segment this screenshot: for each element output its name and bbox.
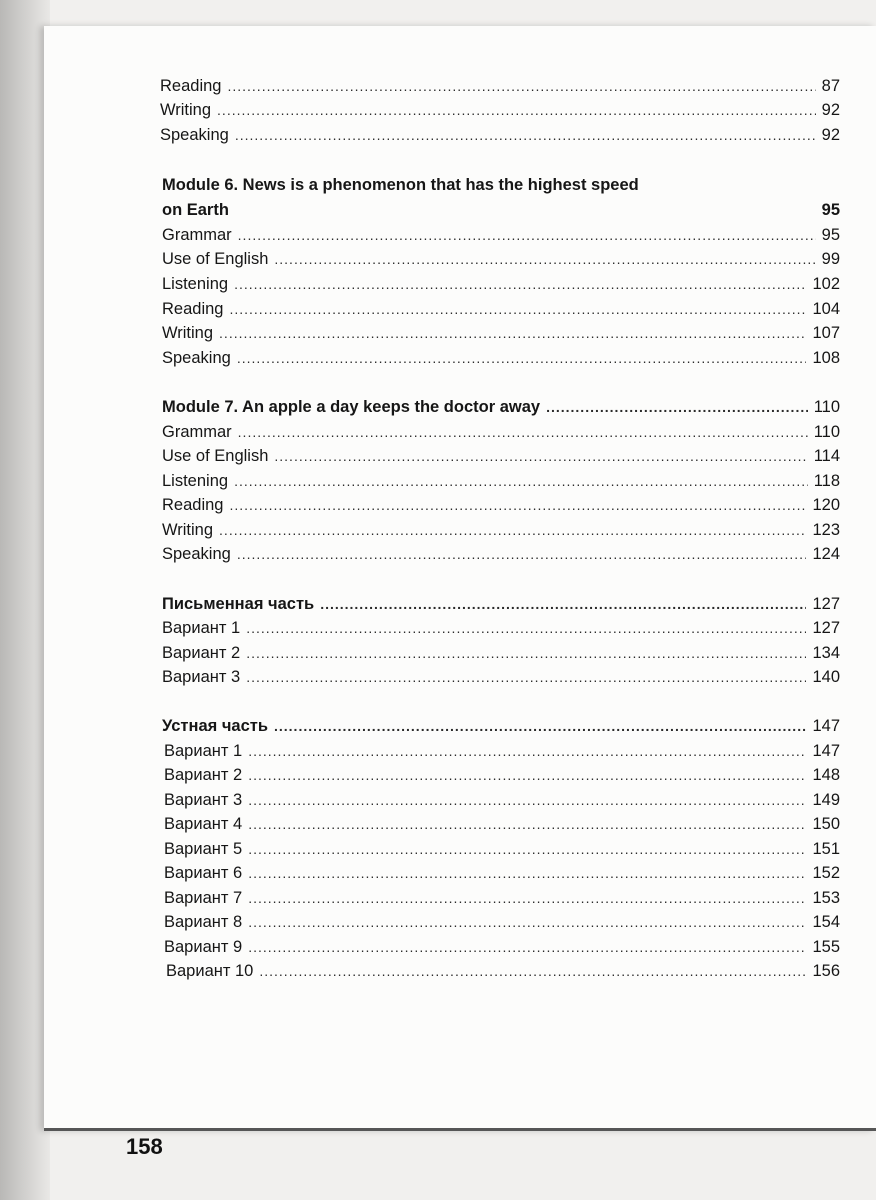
dot-leader — [229, 495, 806, 515]
toc-entry-page: 92 — [821, 126, 840, 144]
toc-entry-page: 104 — [812, 300, 840, 318]
toc-entry[interactable] — [162, 663, 840, 687]
toc-entry-page: 110 — [813, 398, 840, 416]
toc-entry[interactable] — [164, 908, 840, 932]
dot-leader — [248, 888, 806, 908]
dot-leader — [246, 667, 806, 687]
toc-entry[interactable] — [162, 344, 840, 368]
toc-entry-title: Вариант 2 — [164, 766, 243, 784]
toc-entry-title: Вариант 1 — [164, 742, 243, 760]
page-number: 158 — [126, 1134, 163, 1159]
dot-leader — [248, 839, 806, 859]
dot-leader — [248, 790, 806, 810]
toc-entry-title: Writing — [160, 101, 212, 119]
toc-entry[interactable] — [162, 295, 840, 319]
toc-entry-title: Вариант 8 — [164, 913, 243, 931]
dot-leader — [246, 618, 806, 638]
toc-entry-title: Вариант 4 — [164, 815, 243, 833]
toc-entry-page: 108 — [812, 349, 840, 367]
dot-leader — [246, 643, 806, 663]
toc-entry-title: Speaking — [162, 349, 231, 367]
toc-entry-page: 87 — [821, 77, 840, 95]
toc-entry-page: 127 — [812, 619, 840, 637]
dot-leader — [219, 323, 806, 343]
toc-entry[interactable] — [162, 467, 840, 491]
toc-entry-title: Listening — [162, 472, 229, 490]
toc-entry[interactable] — [164, 761, 840, 785]
toc-entry-title: Writing — [162, 521, 214, 539]
toc-entry-title: Speaking — [160, 126, 229, 144]
dot-leader — [248, 814, 806, 834]
module-6-heading: Module 6. News is a phenomenon that has the highest speed — [162, 176, 639, 194]
module-7-entry[interactable] — [162, 393, 840, 417]
dot-leader — [235, 125, 816, 145]
toc-entry[interactable] — [162, 491, 840, 515]
toc-entry-page: 154 — [812, 913, 840, 931]
toc-entry-page: 92 — [821, 101, 840, 119]
toc-entry[interactable] — [162, 442, 840, 466]
toc-entry-title: Reading — [162, 300, 224, 318]
toc-entry-page: 123 — [812, 521, 840, 539]
dot-leader — [229, 299, 806, 319]
toc-entry[interactable] — [160, 121, 840, 145]
toc-entry[interactable] — [162, 540, 840, 564]
toc-entry-title: Speaking — [162, 545, 231, 563]
written-part-heading: Письменная часть — [162, 595, 315, 613]
module-7-heading: Module 7. An apple a day keeps the doctor away — [162, 398, 541, 416]
page-edge-shadow — [0, 0, 50, 1200]
dot-leader — [237, 544, 807, 564]
toc-entry[interactable] — [162, 418, 840, 442]
toc-entry-page: 152 — [812, 864, 840, 882]
dot-leader — [248, 863, 806, 883]
dot-leader — [320, 594, 806, 614]
toc-entry-title: Вариант 10 — [166, 962, 254, 980]
dot-leader — [238, 225, 816, 245]
module-6-heading-line2: on Earth — [162, 201, 229, 219]
toc-entry[interactable] — [164, 859, 840, 883]
toc-entry[interactable] — [160, 96, 840, 120]
toc-entry[interactable] — [162, 270, 840, 294]
oral-part-heading: Устная часть — [162, 717, 268, 735]
dot-leader — [248, 937, 806, 957]
dot-leader — [274, 716, 806, 736]
toc-entry[interactable] — [160, 72, 840, 96]
toc-entry[interactable] — [162, 319, 840, 343]
written-part-entry[interactable] — [162, 590, 840, 614]
toc-entry-page: 120 — [812, 496, 840, 514]
dot-leader — [274, 249, 815, 269]
dot-leader — [219, 520, 806, 540]
toc-entry-title: Reading — [160, 77, 222, 95]
toc-entry-title: Reading — [162, 496, 224, 514]
toc-entry-page: 153 — [812, 889, 840, 907]
toc-entry[interactable] — [164, 786, 840, 810]
toc-entry-title: Вариант 1 — [162, 619, 241, 637]
toc-entry-title: Use of English — [162, 250, 269, 268]
dot-leader — [238, 422, 808, 442]
toc-entry[interactable] — [162, 221, 840, 245]
dot-leader — [248, 912, 806, 932]
toc-entry-page: 148 — [812, 766, 840, 784]
toc-entry-page: 99 — [821, 250, 840, 268]
toc-entry[interactable] — [164, 884, 840, 908]
oral-part-entry[interactable] — [162, 712, 840, 736]
toc-entry-title: Use of English — [162, 447, 269, 465]
toc-entry-title: Grammar — [162, 423, 232, 441]
toc-entry-page: 124 — [812, 545, 840, 563]
toc-entry[interactable] — [164, 933, 840, 957]
toc-entry[interactable] — [164, 737, 840, 761]
toc-entry-title: Вариант 9 — [164, 938, 243, 956]
toc-entry-page: 134 — [812, 644, 840, 662]
toc-entry-page: 149 — [812, 791, 840, 809]
toc-entry[interactable] — [166, 957, 840, 981]
toc-entry[interactable] — [162, 639, 840, 663]
toc-entry-page: 155 — [812, 938, 840, 956]
toc-entry-title: Вариант 7 — [164, 889, 243, 907]
toc-entry-title: Вариант 6 — [164, 864, 243, 882]
toc-entry-page: 95 — [821, 201, 840, 219]
toc-entry-page: 118 — [813, 472, 840, 490]
module-6-entry[interactable] — [162, 196, 840, 220]
toc-entry-title: Listening — [162, 275, 229, 293]
dot-leader — [248, 741, 806, 761]
dot-leader — [234, 471, 808, 491]
toc-entry-page: 110 — [813, 423, 840, 441]
dot-leader — [234, 274, 806, 294]
toc-entry-title: Вариант 3 — [162, 668, 241, 686]
toc-entry-title: Вариант 2 — [162, 644, 241, 662]
toc-entry[interactable] — [162, 516, 840, 540]
toc-entry-page: 140 — [812, 668, 840, 686]
toc-entry-page: 114 — [813, 447, 840, 465]
toc-entry-page: 151 — [812, 840, 840, 858]
toc-entry-title: Writing — [162, 324, 214, 342]
dot-leader — [227, 76, 815, 96]
book-page — [44, 26, 876, 1131]
toc-entry-page: 147 — [812, 717, 840, 735]
toc-entry[interactable] — [162, 614, 840, 638]
dot-leader — [237, 348, 807, 368]
toc-entry[interactable] — [162, 245, 840, 269]
dot-leader — [274, 446, 807, 466]
dot-leader — [217, 100, 816, 120]
toc-entry-page: 156 — [812, 962, 840, 980]
toc-entry-title: Вариант 5 — [164, 840, 243, 858]
toc-entry-page: 147 — [812, 742, 840, 760]
toc-entry-page: 107 — [812, 324, 840, 342]
toc-entry-page: 95 — [821, 226, 840, 244]
dot-leader — [259, 961, 806, 981]
toc-entry-title: Grammar — [162, 226, 232, 244]
toc-entry-page: 127 — [812, 595, 840, 613]
dot-leader — [248, 765, 806, 785]
dot-leader — [546, 397, 808, 417]
toc-entry-page: 150 — [812, 815, 840, 833]
toc-entry[interactable] — [164, 810, 840, 834]
toc-entry-title: Вариант 3 — [164, 791, 243, 809]
toc-entry[interactable] — [164, 835, 840, 859]
toc-entry-page: 102 — [812, 275, 840, 293]
